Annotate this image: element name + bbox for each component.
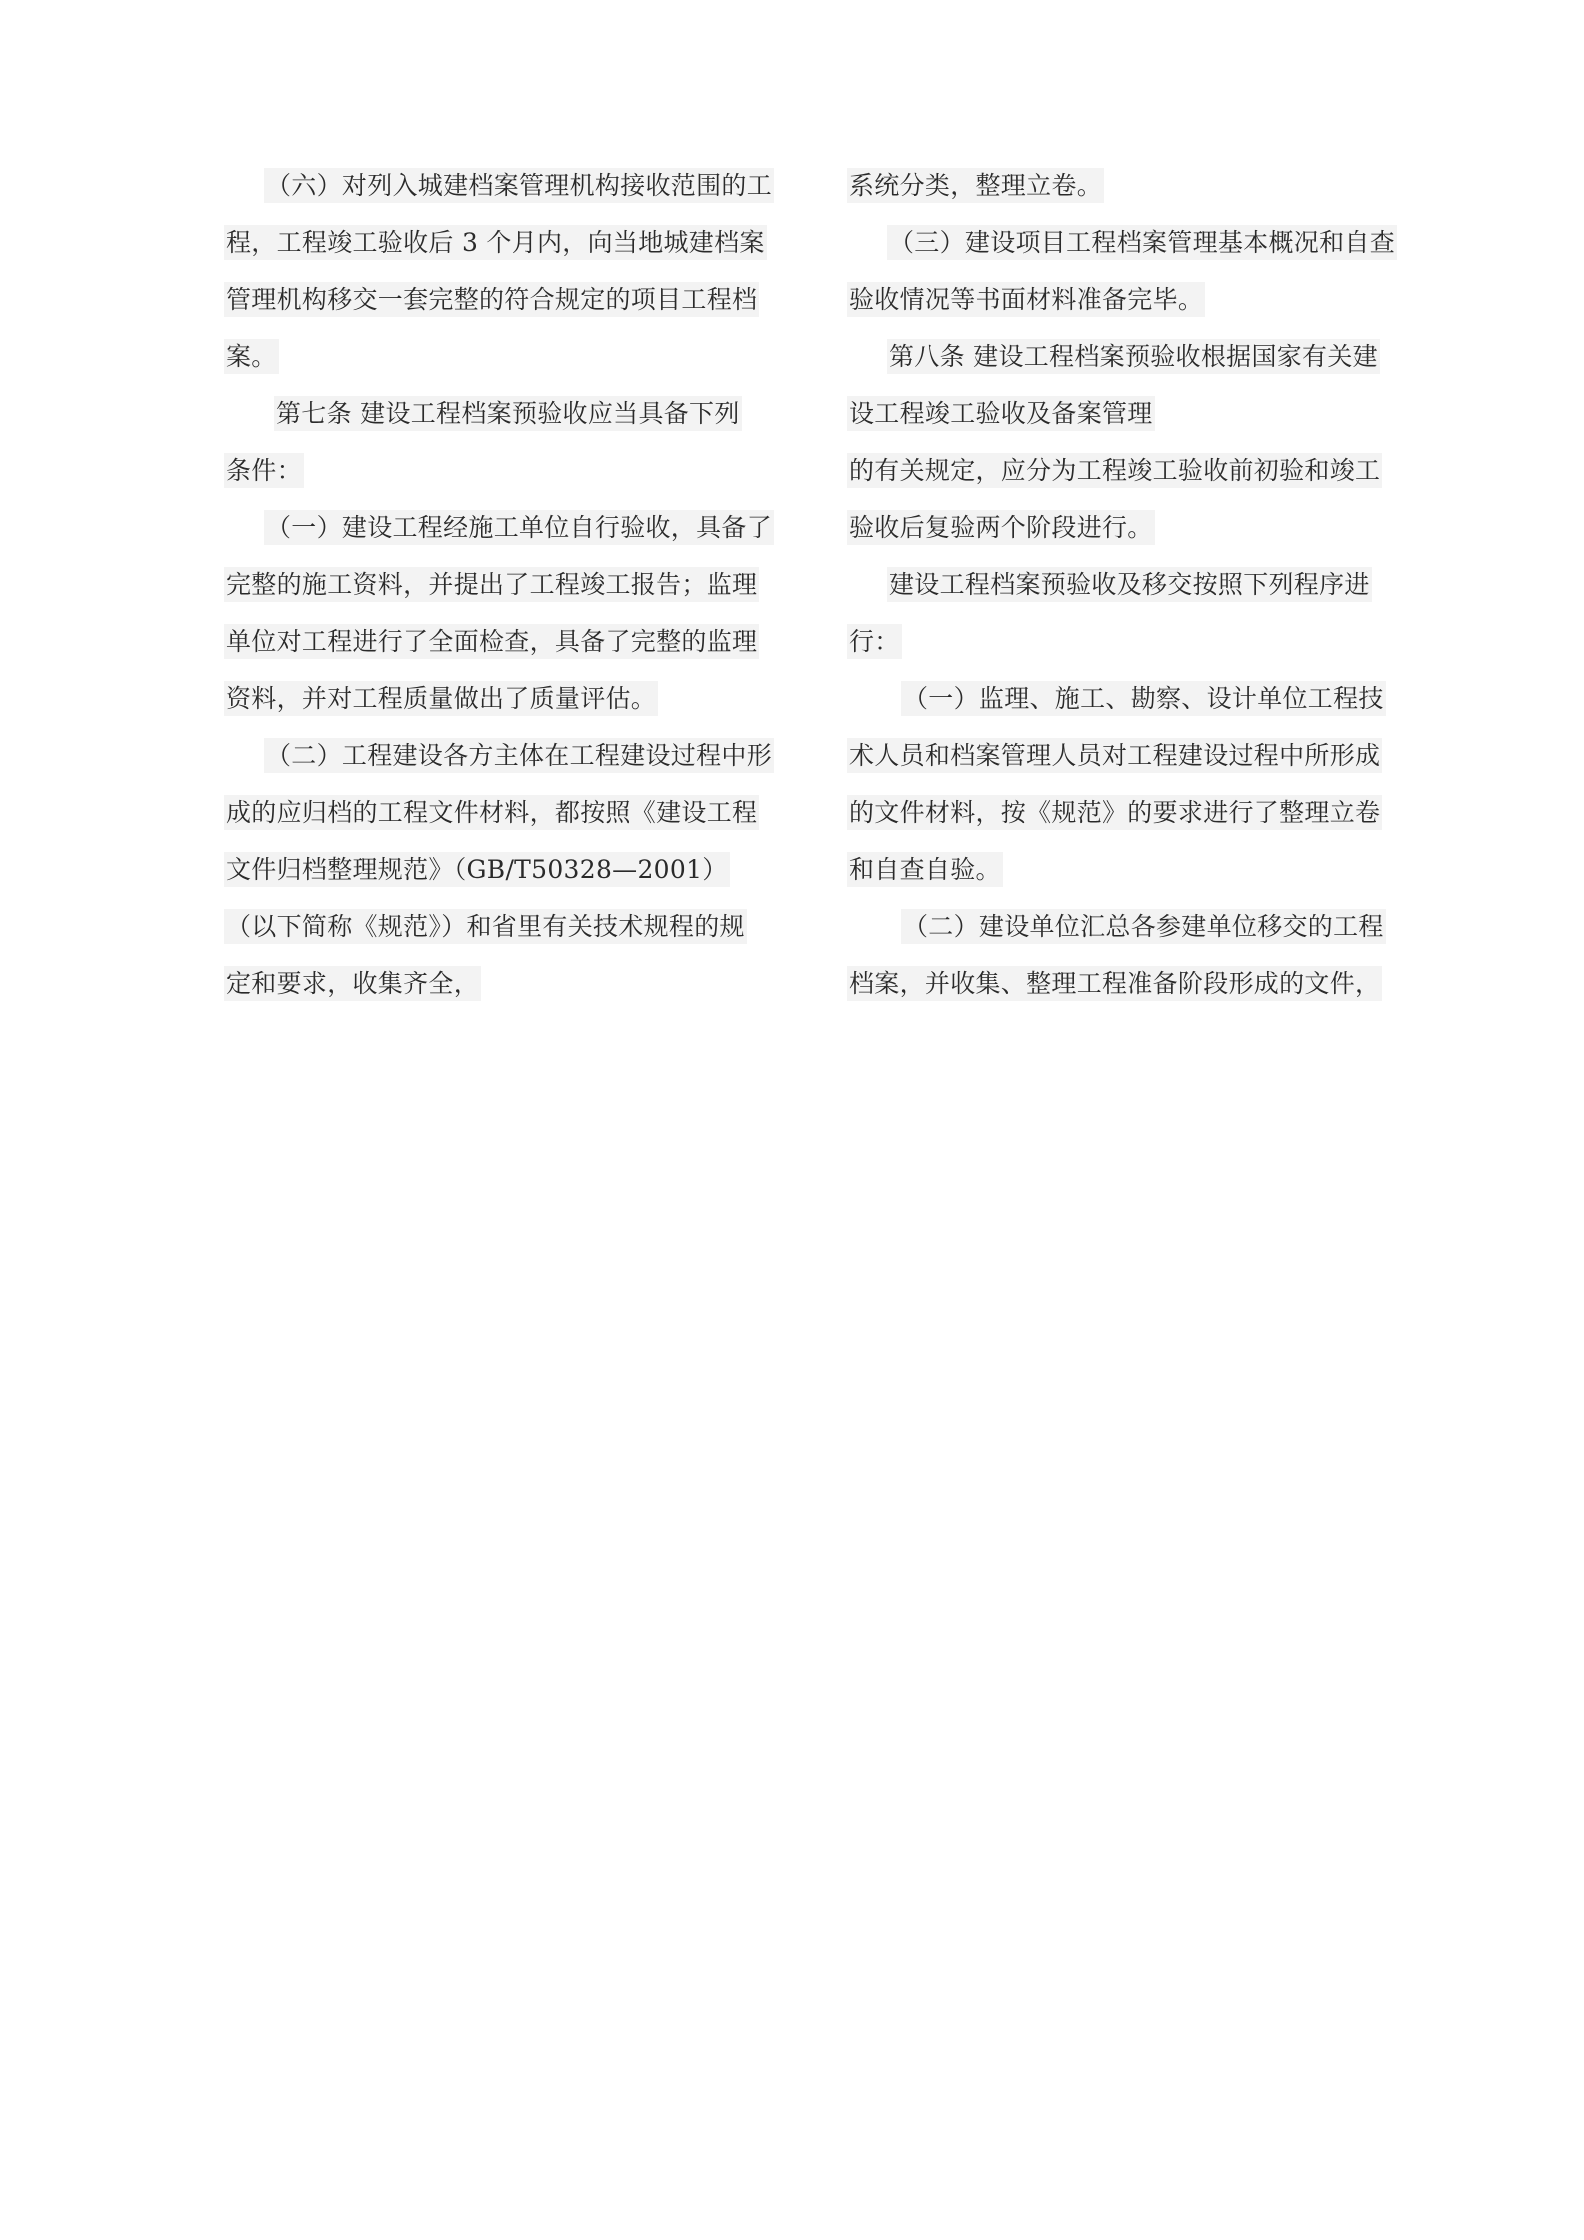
text-line [224,499,773,556]
text-line [224,385,764,442]
text-line [847,898,1387,955]
text-line [847,271,1387,328]
line-text: 第七条 建设工程档案预验收应当具备下列 [274,396,742,431]
line-text: 资料，并对工程质量做出了质量评估。 [224,681,658,716]
line-text: （二）工程建设各方主体在工程建设过程中形 [264,738,774,773]
text-line [224,556,764,613]
text-line [847,328,1387,385]
line-text: 完整的施工资料，并提出了工程竣工报告；监理 [224,567,759,602]
text-line [224,841,764,898]
line-text: （三）建设项目工程档案管理基本概况和自查 [887,225,1397,260]
text-line [224,157,773,214]
text-line [847,613,1387,670]
line-text: 和自查自验。 [847,852,1003,887]
text-line [847,214,1396,271]
text-line [847,385,1387,442]
line-text: 建设工程档案预验收及移交按照下列程序进 [887,567,1372,602]
left-text-column [224,157,773,1012]
text-line [847,841,1387,898]
text-line [224,442,764,499]
line-text: 设工程竣工验收及备案管理 [847,396,1155,431]
text-line [224,898,764,955]
line-text: 的有关规定，应分为工程竣工验收前初验和竣工 [847,453,1382,488]
text-line [847,499,1387,556]
line-text: 的文件材料，按《规范》的要求进行了整理立卷 [847,795,1382,830]
text-line [847,442,1387,499]
text-line [224,955,764,1012]
line-text: 术人员和档案管理人员对工程建设过程中所形成 [847,738,1382,773]
text-line [847,955,1387,1012]
line-text: 成的应归档的工程文件材料，都按照《建设工程 [224,795,759,830]
line-text: 验收情况等书面材料准备完毕。 [847,282,1205,317]
line-text: 案。 [224,339,279,374]
line-text: （一）建设工程经施工单位自行验收，具备了 [264,510,774,545]
line-text: 系统分类，整理立卷。 [847,168,1104,203]
line-text: 条件： [224,453,304,488]
right-text-column [847,157,1396,1012]
text-line [847,727,1387,784]
line-text: 档案，并收集、整理工程准备阶段形成的文件， [847,966,1382,1001]
text-line [847,157,1387,214]
line-text: 行： [847,624,902,659]
line-text: 第八条 建设工程档案预验收根据国家有关建 [887,339,1380,374]
text-line [224,727,773,784]
text-line [224,670,764,727]
text-line [224,328,764,385]
text-line [847,670,1387,727]
text-line [847,556,1387,613]
line-text: 管理机构移交一套完整的符合规定的项目工程档 [224,282,759,317]
line-text: （六）对列入城建档案管理机构接收范围的工 [264,168,774,203]
line-text: 验收后复验两个阶段进行。 [847,510,1155,545]
line-text: 文件归档整理规范》（GB/T50328—2001） [224,852,730,887]
text-line [847,784,1387,841]
line-text: （以下简称《规范》）和省里有关技术规程的规 [224,909,747,944]
text-line [224,613,764,670]
line-text: 定和要求，收集齐全， [224,966,481,1001]
text-line [224,271,764,328]
text-line [224,784,764,841]
line-text: （一）监理、施工、勘察、设计单位工程技 [901,681,1386,716]
line-text: （二）建设单位汇总各参建单位移交的工程 [901,909,1386,944]
line-text: 程，工程竣工验收后 3 个月内，向当地城建档案 [224,225,767,260]
text-line [224,214,764,271]
line-text: 单位对工程进行了全面检查，具备了完整的监理 [224,624,759,659]
